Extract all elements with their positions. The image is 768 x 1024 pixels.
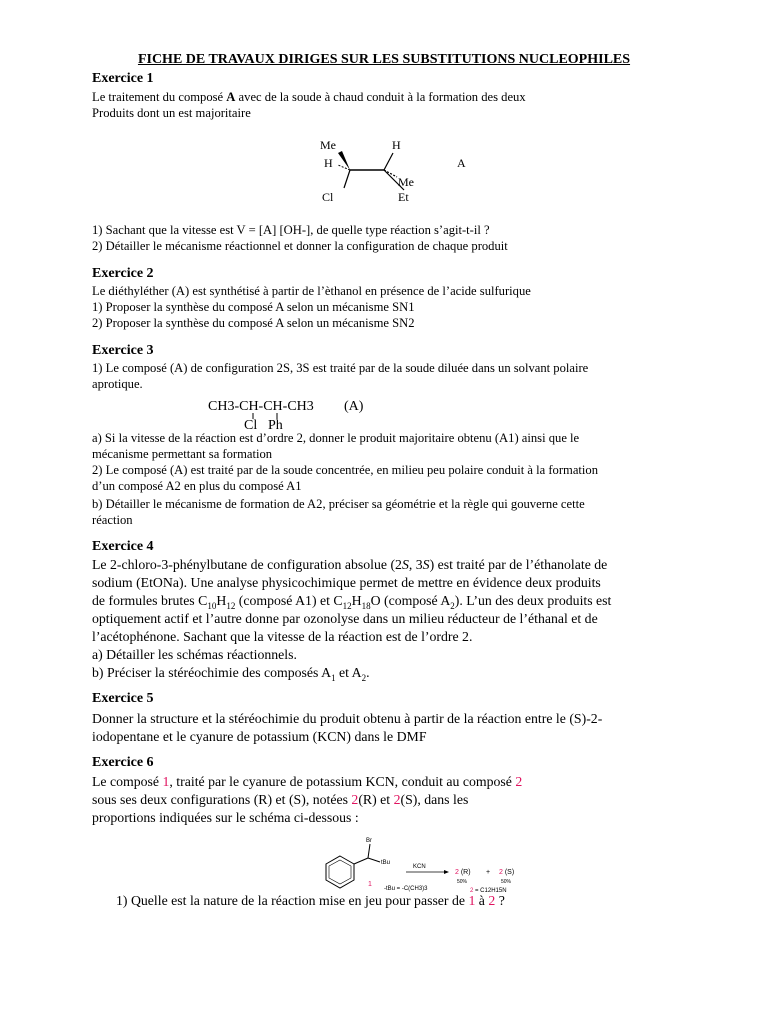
- exercise-6-line-3: proportions indiquées sur le schéma ci-dessous :: [92, 810, 359, 825]
- exercise-3-line-7: b) Détailler le mécanisme de formation de A2, préciser sa géométrie et la règle qui gouverne cette: [92, 497, 585, 511]
- formula-label: (A): [344, 399, 364, 414]
- compound-a-structure: [300, 134, 500, 214]
- label-me-right: Me: [398, 175, 414, 189]
- scheme-plus: +: [486, 869, 491, 876]
- exercise-6-line-1: Le composé 1, traité par le cyanure de potassium KCN, conduit au composé 2: [92, 774, 523, 789]
- label-h-top: H: [392, 138, 401, 152]
- exercise-2-line-3: 2) Proposer la synthèse du composé A selon un mécanisme SN2: [92, 316, 415, 330]
- exercise-2-heading: Exercice 2: [92, 266, 154, 281]
- exercise-1-question-1: 1) Sachant que la vitesse est V = [A] [OH-], de quelle type réaction s’agit-t-il ?: [92, 223, 490, 237]
- exercise-4-line-1: Le 2-chloro-3-phénylbutane de configuration absolue (2S, 3S) est traité par de l’éthanolate de: [92, 557, 608, 572]
- page-title: FICHE DE TRAVAUX DIRIGES SUR LES SUBSTITUTIONS NUCLEOPHILES: [137, 52, 631, 67]
- label-h-left: H: [324, 156, 333, 170]
- exercise-1-heading: Exercice 1: [92, 71, 154, 86]
- exercise-1-intro: Le traitement du composé A avec de la soude à chaud conduit à la formation des deux: [92, 90, 526, 104]
- exercise-3-line-5: 2) Le composé (A) est traité par de la soude concentrée, en milieu peu polaire conduit à la formation: [92, 463, 599, 477]
- exercise-6-line-2: sous ses deux configurations (R) et (S), notées 2(R) et 2(S), dans les: [92, 792, 469, 807]
- scheme-tbu: tBu: [381, 860, 391, 866]
- compound-a-formula: [200, 392, 400, 432]
- exercise-4-line-2: sodium (EtONa). Une analyse physicochimique permet de mettre en évidence deux produits: [92, 575, 601, 590]
- exercise-4-line-3: de formules brutes $C_{10}H_{12}$ (composé A1) et $C_{12}H_{18}O$ (composé $A_2$). L’un des deux produits est: [92, 593, 612, 611]
- exercise-6-question-1: 1) Quelle est la nature de la réaction mise en jeu pour passer de 1 à 2 ?: [116, 893, 505, 908]
- scheme-percent-s: 50%: [501, 879, 512, 885]
- scheme-product-formula: 2 = C12H15N: [470, 888, 507, 894]
- formula-substituent-ph: Ph: [268, 418, 283, 432]
- label-et: Et: [398, 190, 409, 204]
- scheme-compound-1: 1: [368, 881, 372, 888]
- label-me-top: Me: [320, 138, 336, 152]
- scheme-reagent: KCN: [413, 864, 426, 870]
- exercise-6-heading: Exercice 6: [92, 755, 154, 770]
- scheme-percent-r: 50%: [457, 879, 468, 885]
- exercise-3-line-6: d’un composé A2 en plus du composé A1: [92, 479, 302, 493]
- exercise-5-heading: Exercice 5: [92, 691, 154, 706]
- exercise-5-line-1: Donner la structure et la stéréochimie du produit obtenu à partir de la réaction entre le (S)-2-: [92, 711, 603, 726]
- exercise-3-line-1: 1) Le composé (A) de configuration 2S, 3S est traité par de la soude diluée dans un solvant polaire: [92, 361, 589, 375]
- exercise-4-heading: Exercice 4: [92, 539, 154, 554]
- exercise-1-question-2: 2) Détailler le mécanisme réactionnel et donner la configuration de chaque produit: [92, 239, 508, 253]
- exercise-4-line-7: b) Préciser la stéréochimie des composés $A_1$ et $A_2$.: [92, 665, 370, 683]
- exercise-4-line-5: l’acétophénone. Sachant que la vitesse de la réaction est de l’ordre 2.: [92, 629, 473, 644]
- formula-main: CH3-CH-CH-CH3: [208, 399, 314, 414]
- exercise-3-line-8: réaction: [92, 513, 133, 527]
- exercise-4-line-6: a) Détailler les schémas réactionnels.: [92, 647, 297, 662]
- exercise-1-intro-2: Produits dont un est majoritaire: [92, 106, 251, 120]
- scheme-product-s: 2 (S): [499, 869, 515, 876]
- exercise-3-line-4: mécanisme permettant sa formation: [92, 447, 273, 461]
- scheme-product-r: 2 (R): [455, 869, 471, 876]
- reaction-scheme: [310, 832, 550, 900]
- exercise-4-line-4: optiquement actif et l’autre donne par ozonolyse dans un milieu réducteur de l’éthanal et de: [92, 611, 598, 626]
- exercise-5-line-2: iodopentane et le cyanure de potassium (KCN) dans le DMF: [92, 729, 427, 744]
- exercise-2-line-1: Le diéthyléther (A) est synthétisé à partir de l’èthanol en présence de l’acide sulfurique: [92, 284, 531, 298]
- label-compound-a: A: [457, 156, 466, 170]
- formula-substituent-cl: Cl: [244, 418, 258, 432]
- scheme-br: Br: [366, 838, 372, 844]
- scheme-tbu-definition: -tBu = -C(CH3)3: [384, 886, 428, 892]
- exercise-3-line-2: aprotique.: [92, 377, 143, 391]
- exercise-3-line-3: a) Si la vitesse de la réaction est d’ordre 2, donner le produit majoritaire obtenu (A1) ainsi que le: [92, 431, 580, 445]
- exercise-3-heading: Exercice 3: [92, 343, 154, 358]
- label-cl: Cl: [322, 190, 334, 204]
- exercise-2-line-2: 1) Proposer la synthèse du composé A selon un mécanisme SN1: [92, 300, 415, 314]
